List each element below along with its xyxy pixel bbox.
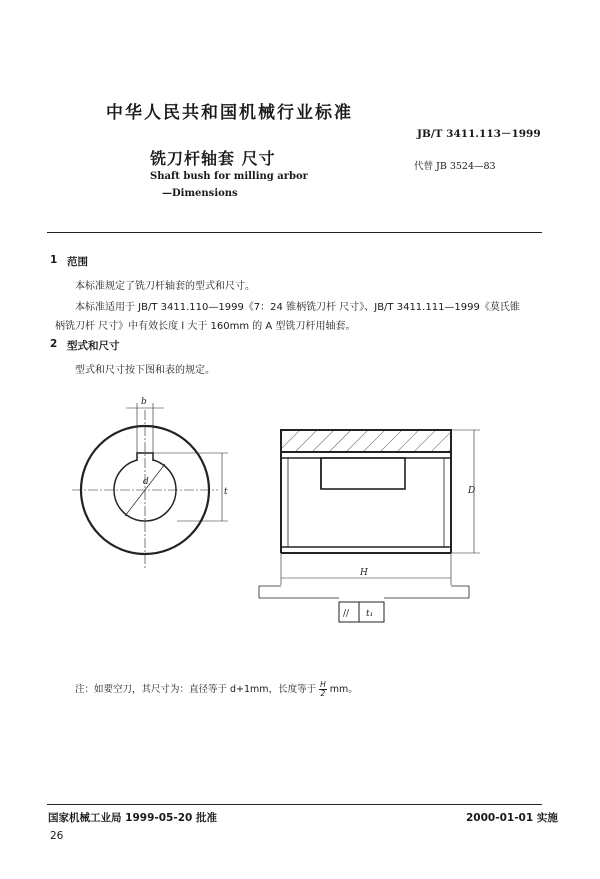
section-1-number: 1: [50, 254, 58, 266]
parallelism-symbol: //: [343, 609, 350, 619]
standard-code: JB/T 3411.113－1999: [417, 128, 541, 140]
bush-technical-drawing: [0, 390, 600, 630]
section-1-heading: 范围: [67, 256, 88, 268]
section-2-number: 2: [50, 338, 58, 350]
issuing-body-title: 中华人民共和国机械行业标准: [106, 103, 353, 123]
fraction-denominator: 2: [320, 689, 326, 698]
label-D: D: [468, 486, 476, 496]
label-b: b: [141, 397, 147, 407]
header-rule: [47, 232, 542, 233]
fraction-h-over-2: [319, 681, 327, 698]
fraction-numerator: H: [320, 680, 326, 689]
label-t: t: [224, 487, 228, 497]
note-unit: mm。: [329, 684, 358, 695]
tolerance-value: t₁: [366, 609, 374, 619]
document-subtitle-en: —Dimensions: [162, 188, 238, 199]
section-2-paragraph-1: 型式和尺寸按下图和表的规定。: [75, 365, 215, 376]
document-title-en: Shaft bush for milling arbor: [150, 171, 308, 182]
approval-line: 国家机械工业局 1999-05-20 批准: [48, 812, 217, 824]
section-keyway: [321, 458, 405, 489]
footer-rule: [47, 804, 542, 805]
label-d: d: [143, 477, 149, 487]
label-H: H: [360, 568, 368, 578]
end-view: [72, 403, 228, 568]
section-1-paragraph-1: 本标准规定了铣刀杆轴套的型式和尺寸。: [75, 281, 255, 292]
note-text: 注：如要空刀，其尺寸为：直径等于 d+1mm，长度等于: [75, 684, 317, 695]
replaces-standard: 代替 JB 3524—83: [414, 161, 496, 172]
section-1-paragraph-2-cont: 柄铣刀杆 尺寸》中有效长度 l 大于 160mm 的 A 型铣刀杆用轴套。: [55, 321, 356, 332]
section-1-paragraph-2: 本标准适用于 JB/T 3411.110—1999《7：24 锥柄铣刀杆 尺寸》、JB/T 3411.111—1999《莫氏锥: [75, 302, 520, 313]
section-2-heading: 型式和尺寸: [67, 340, 120, 352]
note-line: [75, 681, 358, 698]
section-view: [259, 430, 480, 622]
document-title-cn: 铣刀杆轴套 尺寸: [150, 149, 276, 168]
page-number: 26: [50, 830, 64, 842]
implementation-date: 2000-01-01 实施: [466, 812, 558, 824]
